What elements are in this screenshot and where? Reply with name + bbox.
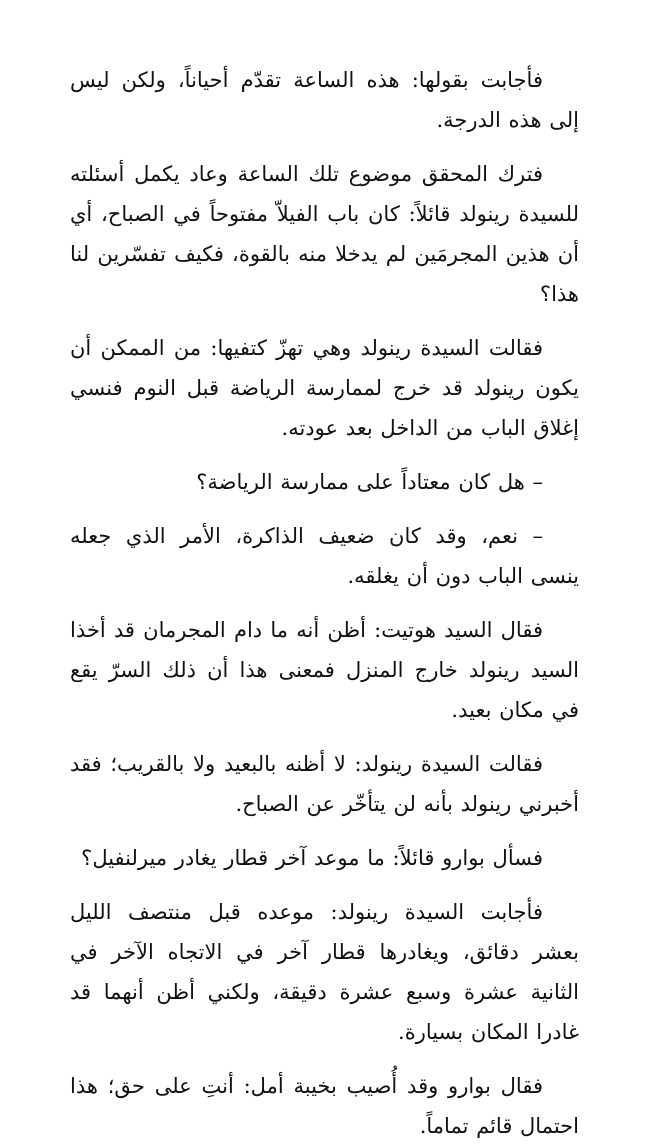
paragraph-2: فترك المحقق موضوع تلك الساعة وعاد يكمل أسئلته للسيدة رينولد قائلاً: كان باب الفيلاّ مفتوحاً في الصباح، أي أن هذين المجرمَين لم يدخلا منه بالقوة، فكيف تفسّرين لنا هذا؟ — [70, 162, 579, 306]
paragraph-6: فقال السيد هوتيت: أظن أنه ما دام المجرمان قد أخذا السيد رينولد خارج المنزل فمعنى هذا أن ذلك السرّ يقع في مكان بعيد. — [70, 618, 579, 722]
paragraph-7: فقالت السيدة رينولد: لا أظنه بالبعيد ولا بالقريب؛ فقد أخبرني رينولد بأنه لن يتأخّر عن الصباح. — [70, 752, 579, 816]
paragraph-10: فقال بوارو وقد أُصيب بخيبة أمل: أنتِ على حق؛ هذا احتمال قائم تماماً. — [70, 1074, 579, 1138]
paragraph-8: فسأل بوارو قائلاً: ما موعد آخر قطار يغادر ميرلنفيل؟ — [81, 846, 543, 870]
paragraph-3: فقالت السيدة رينولد وهي تهزّ كتفيها: من الممكن أن يكون رينولد قد خرج لممارسة الرياضة قبل النوم فنسي إغلاق الباب من الداخل بعد عودته. — [70, 336, 579, 440]
paragraph-4-dialog: – هل كان معتاداً على ممارسة الرياضة؟ — [196, 470, 543, 494]
paragraph-9: فأجابت السيدة رينولد: موعده قبل منتصف الليل بعشر دقائق، ويغادرها قطار آخر في الاتجاه الآخر في الثانية عشرة وسبع عشرة دقيقة، ولكني أظن أنهما قد غادرا المكان بسيارة. — [70, 900, 579, 1044]
paragraph-1: فأجابت بقولها: هذه الساعة تقدّم أحياناً، ولكن ليس إلى هذه الدرجة. — [70, 68, 579, 132]
paragraph-5-dialog: – نعم، وقد كان ضعيف الذاكرة، الأمر الذي جعله ينسى الباب دون أن يغلقه. — [70, 524, 579, 588]
